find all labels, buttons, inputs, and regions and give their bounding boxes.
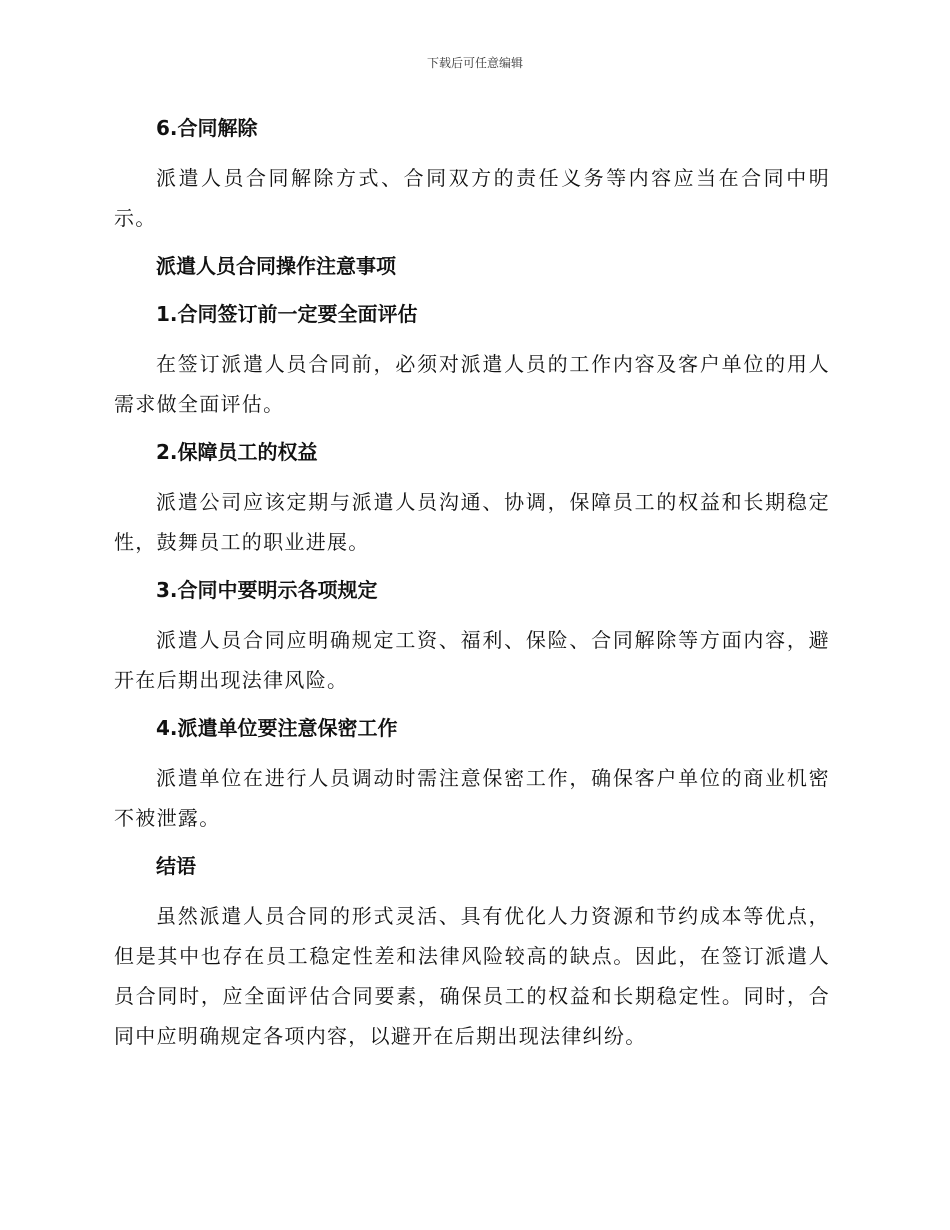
section-heading-confidentiality: 4.派遣单位要注意保密工作 <box>156 716 398 740</box>
document-body <box>114 110 830 1066</box>
paragraph-contract-termination: 派遣人员合同解除方式、合同双方的责任义务等内容应当在合同中明示。 <box>114 166 830 230</box>
section-heading-explicit-rules: 3.合同中要明示各项规定 <box>156 578 378 602</box>
section-heading-employee-rights: 2.保障员工的权益 <box>156 440 318 464</box>
section-heading-evaluation: 1.合同签订前一定要全面评估 <box>156 302 418 326</box>
section-heading-conclusion: 结语 <box>156 854 196 878</box>
paragraph-evaluation: 在签订派遣人员合同前，必须对派遣人员的工作内容及客户单位的用人需求做全面评估。 <box>114 352 830 416</box>
paragraph-employee-rights: 派遣公司应该定期与派遣人员沟通、协调，保障员工的权益和长期稳定性，鼓舞员工的职业进展。 <box>114 490 830 554</box>
paragraph-explicit-rules: 派遣人员合同应明确规定工资、福利、保险、合同解除等方面内容，避开在后期出现法律风险。 <box>114 628 830 692</box>
paragraph-conclusion: 虽然派遣人员合同的形式灵活、具有优化人力资源和节约成本等优点，但是其中也存在员工稳定性差和法律风险较高的缺点。因此，在签订派遣人员合同时，应全面评估合同要素，确保员工的权益和长期稳定性。同时，合同中应明确规定各项内容，以避开在后期出现法律纠纷。 <box>114 904 830 1048</box>
page-header: 下载后可任意编辑 <box>426 56 523 70</box>
section-heading-operation-notes: 派遣人员合同操作注意事项 <box>156 254 396 278</box>
paragraph-confidentiality: 派遣单位在进行人员调动时需注意保密工作，确保客户单位的商业机密不被泄露。 <box>114 766 830 830</box>
section-heading-contract-termination: 6.合同解除 <box>156 116 258 140</box>
